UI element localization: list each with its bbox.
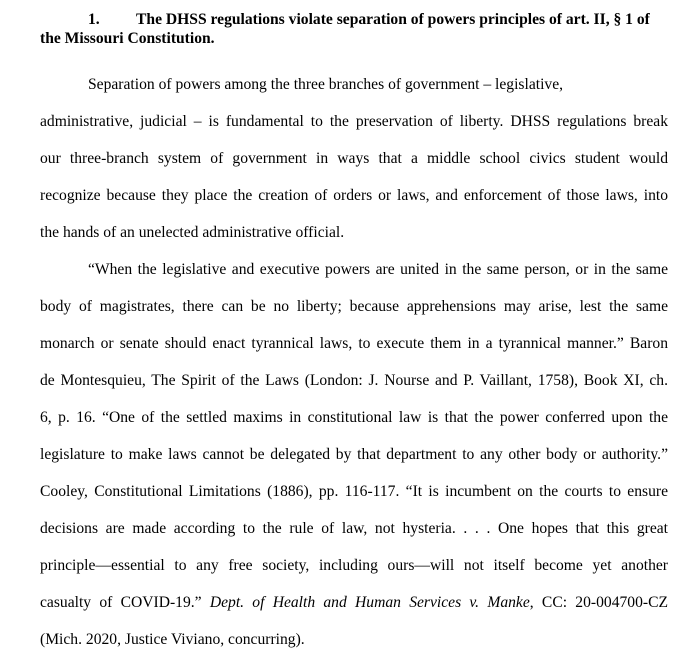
paragraph-1-line-1: Separation of powers among the three branches of government – legislative, <box>88 76 564 93</box>
paragraph-separation-of-powers <box>40 66 668 251</box>
paragraph-2-line-2: body of magistrates, there can be no liberty; because apprehensions may arise, lest the same <box>40 298 668 315</box>
paragraph-1-line-3: our three-branch system of government in ways that a middle school civics student would <box>40 150 668 167</box>
section-heading-line-1: The DHSS regulations violate separation of powers principles of art. II, § 1 of <box>136 11 650 28</box>
citation-text-after: , CC: 20-004700-CZ <box>529 594 668 611</box>
paragraph-1-line-2: administrative, judicial – is fundamental to the preservation of liberty. DHSS regulations break <box>40 113 668 130</box>
section-number: 1. <box>88 11 100 28</box>
case-name: Dept. of Health and Human Services v. Manke <box>209 594 530 611</box>
paragraph-2-line-5: 6, p. 16. “One of the settled maxims in constitutional law is that the power conferred upon the <box>40 409 668 426</box>
paragraph-2-line-8: decisions are made according to the rule of law, not hysteria. . . . One hopes that this great <box>40 520 668 537</box>
section-heading <box>40 10 668 48</box>
paragraph-2-line-1: “When the legislative and executive powers are united in the same person, or in the same <box>88 261 668 278</box>
citation-text-before: casualty of COVID-19.” <box>40 594 210 611</box>
paragraph-2-line-3: monarch or senate should enact tyrannical laws, to execute them in a tyrannical manner.” Baron <box>40 335 668 352</box>
paragraph-1-line-4: recognize because they place the creation of orders or laws, and enforcement of those laws, into <box>40 187 668 204</box>
paragraph-2-line-10 <box>40 584 668 621</box>
paragraph-2-line-9: principle—essential to any free society, including ours—will not itself become yet another <box>40 557 668 574</box>
paragraph-2-line-11: (Mich. 2020, Justice Viviano, concurring). <box>40 631 305 648</box>
paragraph-2-line-7: Cooley, Constitutional Limitations (1886), pp. 116-117. “It is incumbent on the courts to ensure <box>40 483 668 500</box>
paragraph-2-line-4: de Montesquieu, The Spirit of the Laws (London: J. Nourse and P. Vaillant, 1758), Book XI, ch. <box>40 372 668 389</box>
document-page <box>40 10 668 658</box>
section-heading-line-2: the Missouri Constitution. <box>40 30 215 47</box>
paragraph-quotations <box>40 251 668 658</box>
paragraph-2-line-6: legislature to make laws cannot be delegated by that department to any other body or authority.” <box>40 446 668 463</box>
paragraph-1-line-5: the hands of an unelected administrative official. <box>40 224 345 241</box>
